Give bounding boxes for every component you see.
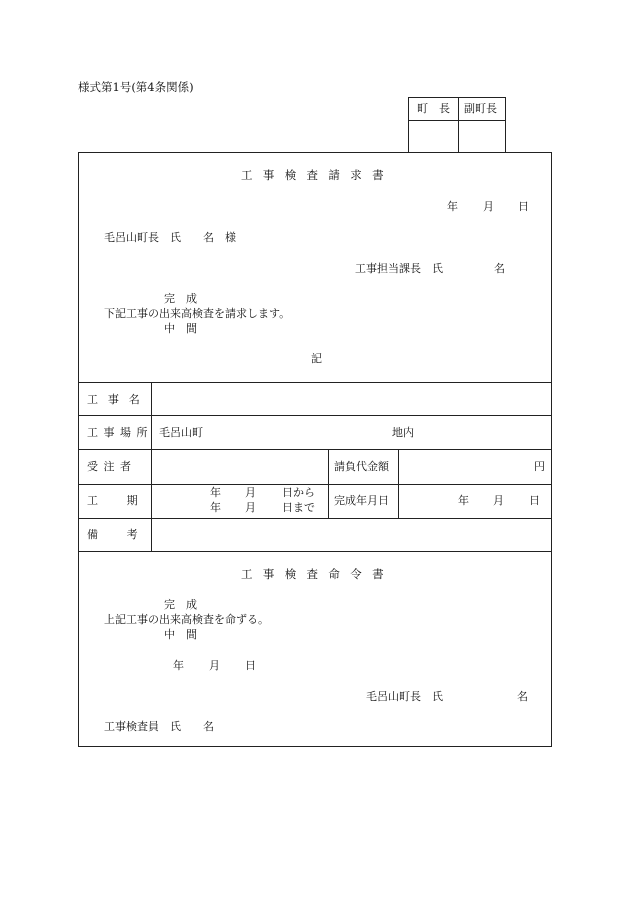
form-number: 様式第1号(第4条関係)	[78, 80, 194, 94]
order-issuer-suffix: 名	[517, 690, 528, 703]
term-end-day: 日まで	[282, 501, 315, 514]
term-end-month: 月	[245, 501, 256, 514]
request-addressee: 毛呂山町長 氏 名 様	[104, 231, 236, 244]
order-date-day: 日	[245, 659, 256, 672]
label-construction-name: 工事名	[87, 393, 150, 406]
label-remarks-text: 備考	[87, 528, 167, 541]
yen-unit: 円	[534, 460, 545, 473]
requester-name-suffix: 名	[494, 262, 505, 275]
term-start-day: 日から	[282, 486, 315, 499]
term-start-year: 年	[210, 486, 221, 499]
term-end-year: 年	[210, 501, 221, 514]
order-issuer-label: 毛呂山町長 氏	[366, 690, 443, 703]
request-body: 下記工事の出来高検査を請求します。	[104, 307, 291, 320]
label-completion-date: 完成年月日	[334, 494, 389, 507]
approval-deputy-mayor: 副町長	[464, 102, 497, 115]
order-date-year: 年	[173, 659, 184, 672]
label-contractor: 受注者	[87, 460, 137, 473]
completion-day: 日	[529, 494, 540, 507]
request-date-day: 日	[518, 200, 529, 213]
label-term-text: 工期	[87, 494, 167, 507]
site-suffix: 地内	[392, 426, 414, 439]
order-option-complete: 完 成	[164, 598, 197, 611]
request-date-year: 年	[447, 200, 458, 213]
ki-mark: 記	[311, 352, 322, 365]
requester-label: 工事担当課長 氏	[355, 262, 443, 275]
request-date-month: 月	[483, 200, 494, 213]
order-option-interim: 中 間	[164, 628, 197, 641]
order-body: 上記工事の出来高検査を命ずる。	[104, 613, 269, 626]
site-town: 毛呂山町	[159, 426, 203, 439]
label-term	[87, 495, 166, 506]
order-date-month: 月	[209, 659, 220, 672]
approval-mayor: 町 長	[417, 102, 450, 115]
order-inspector: 工事検査員 氏 名	[104, 720, 214, 733]
inspection-form	[78, 152, 552, 747]
request-title: 工事検査請求書	[241, 168, 394, 182]
label-contract-amount: 請負代金額	[334, 460, 389, 473]
label-remarks	[87, 529, 166, 540]
term-start-month: 月	[245, 486, 256, 499]
completion-month: 月	[493, 494, 504, 507]
order-title: 工事検査命令書	[241, 567, 394, 581]
completion-year: 年	[458, 494, 469, 507]
label-construction-site: 工事場所	[87, 426, 153, 439]
request-option-complete: 完 成	[164, 292, 197, 305]
request-option-interim: 中 間	[164, 322, 197, 335]
approval-box	[408, 97, 506, 153]
